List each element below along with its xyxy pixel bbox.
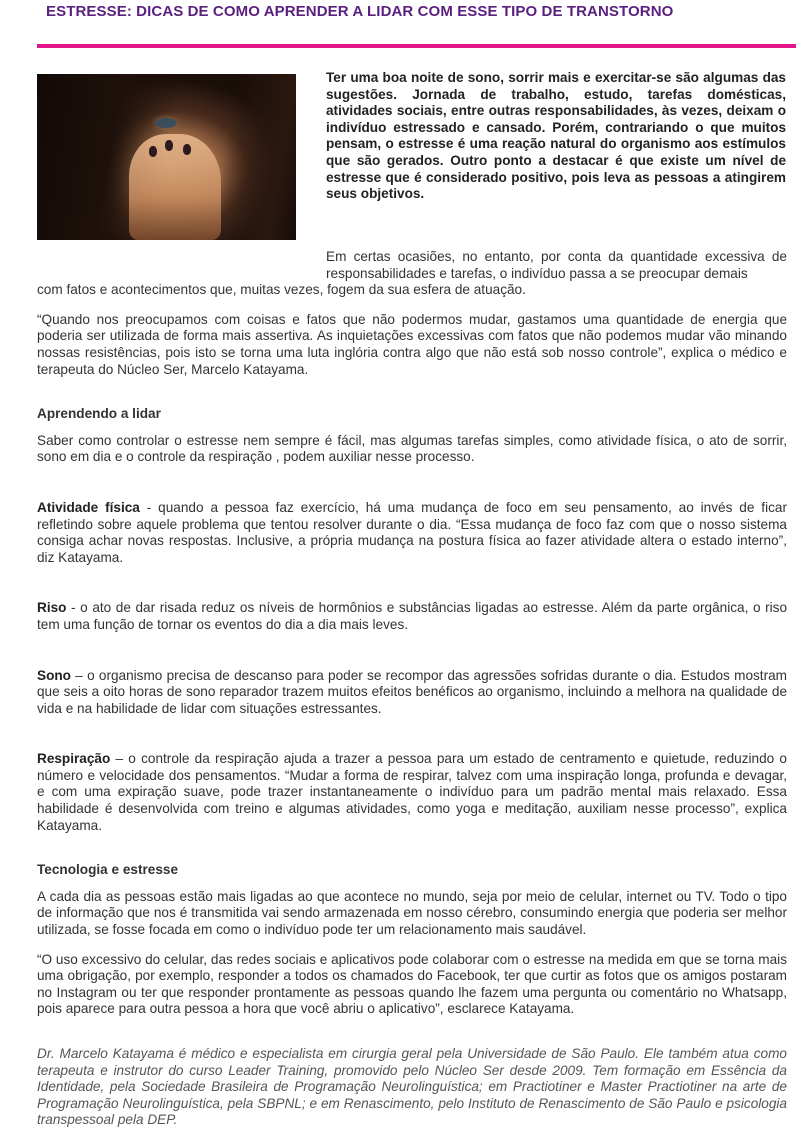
paragraph-1b: com fatos e acontecimentos que, muitas vezes, fogem da sua esfera de atuação. (37, 282, 526, 298)
text-respiracao: – o controle da respiração ajuda a trazer a pessoa para um estado de centramento e quietude, reduzindo o número e velocidade dos pensamentos. “Mudar a forma de respirar, talvez com uma inspiração longa, profunda e devagar, e com uma expiração suave, pode trazer instantaneamente o indivíduo para um padrão mental mais relaxado. Essa habilidade é desenvolvida com treino e algumas atividades, como yoga e meditação, auxiliam nesse processo”, explica Katayama. (37, 751, 787, 833)
photo-nail (183, 144, 191, 155)
photo-nail (165, 140, 173, 151)
paragraph-3: A cada dia as pessoas estão mais ligadas ao que acontece no mundo, seja por meio de celular, internet ou TV. Todo o tipo de informação que nos é transmitida vai sendo armazenada em nosso cérebro, consumindo energia que poderia ser melhor utilizada, se fosse focada em como o indivíduo pode ter um relacionamento mais saudável. (37, 888, 787, 938)
paragraph-1a: Em certas ocasiões, no entanto, por conta da quantidade excessiva de responsabilidades e tarefas, o indivíduo passa a se preocupar demais (326, 249, 787, 281)
heading-tecnologia: Tecnologia e estresse (37, 862, 179, 878)
paragraph-sono (37, 668, 787, 718)
article-photo (37, 74, 296, 240)
article-title: ESTRESSE: DICAS DE COMO APRENDER A LIDAR COM ESSE TIPO DE TRANSTORNO (46, 3, 674, 20)
photo-hand (129, 134, 221, 240)
article-body (37, 249, 787, 1129)
text-riso: - o ato de dar risada reduz os níveis de hormônios e substâncias ligadas ao estresse. Além da parte orgânica, o riso tem uma função de tornar os eventos do dia a dia mais leves. (37, 600, 787, 632)
quote-1: “Quando nos preocupamos com coisas e fatos que não podermos mudar, gastamos uma quantidade de energia que poderia ser utilizada de forma mais assertiva. As inquietações excessivas com fatos que não podemos mudar vão minando nossas resistências, pois isto se torna uma luta inglória contra algo que não está sob nosso controle”, explica o médico e terapeuta do Núcleo Ser, Marcelo Katayama. (37, 311, 787, 377)
label-riso: Riso (37, 600, 67, 616)
paragraph-riso (37, 600, 787, 633)
paragraph-2: Saber como controlar o estresse nem sempre é fácil, mas algumas tarefas simples, como atividade física, o ato de sorrir, sono em dia e o controle da respiração , podem auxiliar nesse processo. (37, 432, 787, 465)
title-divider (37, 44, 796, 48)
text-atividade: - quando a pessoa faz exercício, há uma mudança de foco em seu pensamento, ao invés de ficar refletindo sobre aquele problema que tentou resolver durante o dia. “Essa mudança de foco faz com que o nosso sistema consiga achar novas respostas. Inclusive, a própria mudança na postura física ao fazer atividade altera o estado interno”, diz Katayama. (37, 499, 787, 565)
label-atividade: Atividade física (37, 499, 140, 515)
author-bio: Dr. Marcelo Katayama é médico e especialista em cirurgia geral pela Universidade de São Paulo. Ele também atua como terapeuta e instrutor do curso Leader Training, promovido pelo Núcleo Ser desde 2009. Tem formação em Essência da Identidade, pela Sociedade Brasileira de Programação Neurolinguística; em Practiotiner e Master Practiotiner na arte de Programação Neurolinguística, pela SBPNL; e em Renascimento, pelo Instituto de Renascimento de São Paulo e psicologia transpessoal pela DEP. (37, 1046, 787, 1128)
paragraph-atividade (37, 500, 787, 566)
text-sono: – o organismo precisa de descanso para poder se recompor das agressões sofridas durante o dia. Estudos mostram que seis a oito horas de sono reparador trazem muitos efeitos benéficos ao organismo, incluindo a melhora na qualidade de vida e na habilidade de lidar com situações estressantes. (37, 667, 787, 716)
photo-nail (149, 146, 157, 157)
article-intro: Ter uma boa noite de sono, sorrir mais e exercitar-se são algumas das sugestões. Jornada de trabalho, estudo, tarefas domésticas, atividades sociais, entre outras responsabilidades, às vezes, deixam o indivíduo estressado e cansado. Porém, contrariando o que muitos pensam, o estresse é uma reação natural do organismo aos estímulos que são gerados. Outro ponto a destacar é que existe um nível de estresse que é considerado positivo, pois leva as pessoas a atingirem seus objetivos. (326, 70, 786, 202)
label-sono: Sono (37, 667, 71, 683)
paragraph-respiracao (37, 751, 787, 834)
photo-eye (155, 118, 177, 128)
quote-2: “O uso excessivo do celular, das redes sociais e aplicativos pode colaborar com o estresse na medida em que se torna mais uma obrigação, por exemplo, responder a todos os chamados do Facebook, ter que curtir as fotos que os amigos postaram no Instagram ou ter que responder prontamente as pessoas quando lhe fazem uma pergunta ou comentário no Whatsapp, pois aparece para outra pessoa a hora que você abriu o aplicativo”, esclarece Katayama. (37, 951, 787, 1017)
heading-aprendendo: Aprendendo a lidar (37, 406, 161, 422)
label-respiracao: Respiração (37, 751, 111, 767)
